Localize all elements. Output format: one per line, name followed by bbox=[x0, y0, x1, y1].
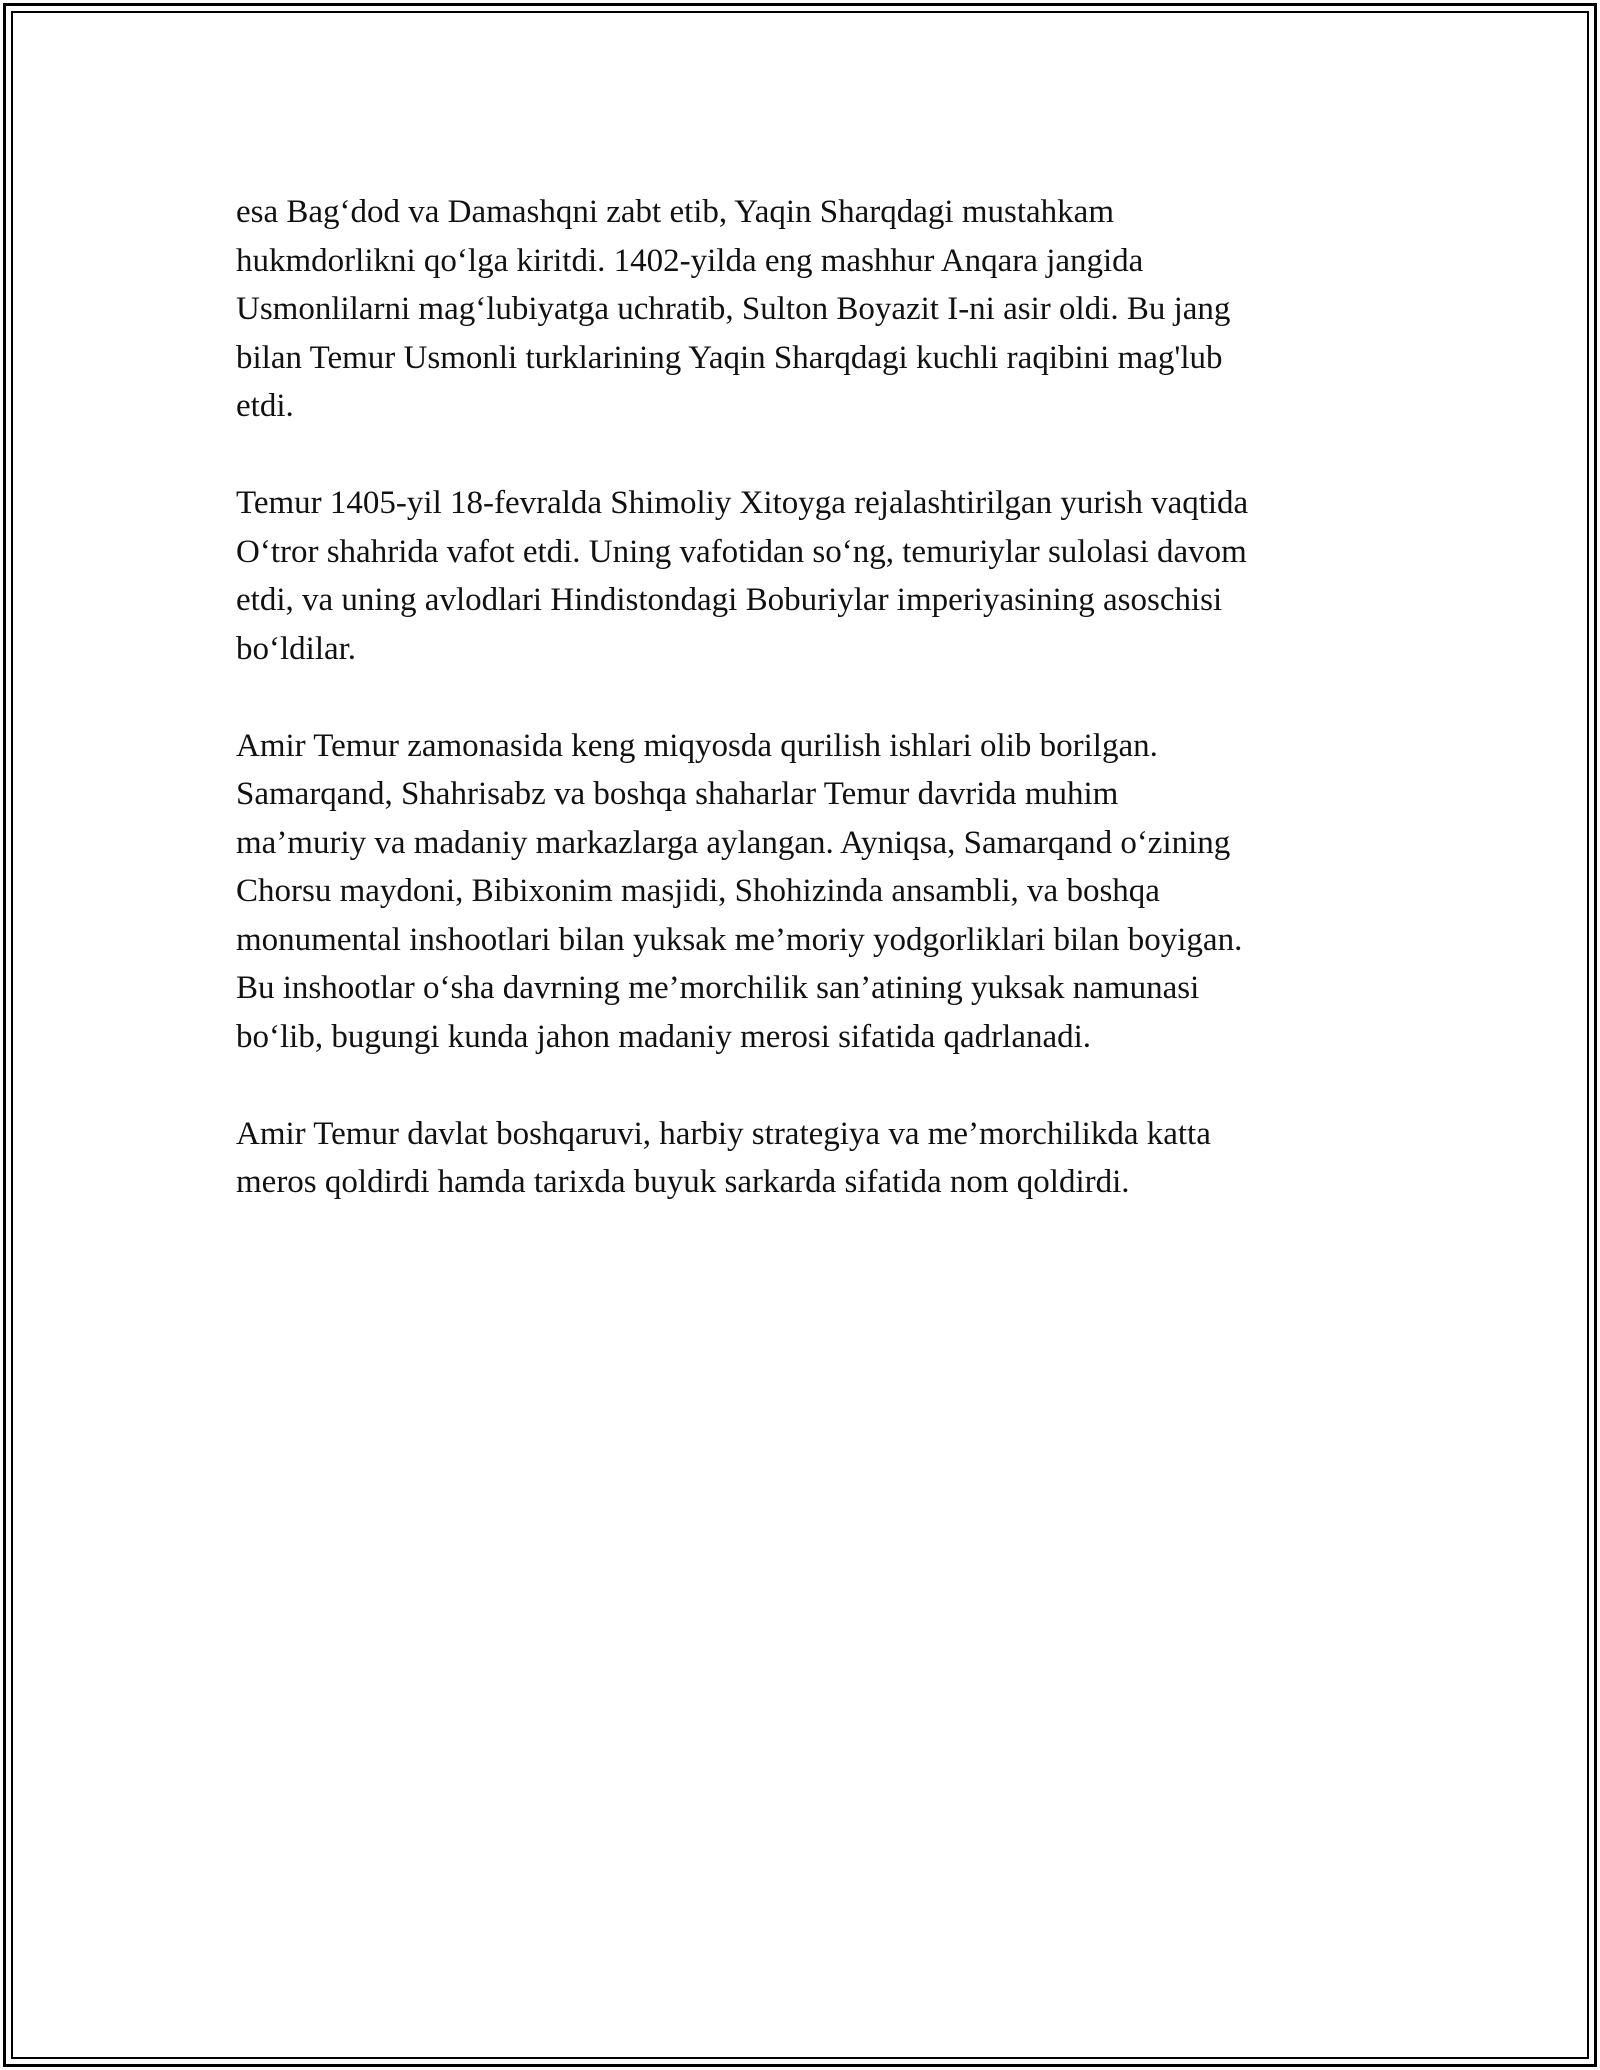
text-line: bilan Temur Usmonli turklarining Yaqin Sharqdagi kuchli raqibini mag'lub bbox=[236, 339, 1223, 376]
text-line: Bu inshootlar o‘sha davrning me’morchilik san’atining yuksak namunasi bbox=[236, 970, 1200, 1006]
text-line: bo‘lib, bugungi kunda jahon madaniy merosi sifatida qadrlanadi. bbox=[236, 1018, 1092, 1055]
text-line: Temur 1405-yil 18-fevralda Shimoliy Xitoyga rejalashtirilgan yurish vaqtida bbox=[236, 485, 1249, 521]
document-body bbox=[236, 188, 1376, 1255]
text-line: O‘tror shahrida vafot etdi. Uning vafotidan so‘ng, temuriylar sulolasi davom bbox=[236, 533, 1247, 570]
paragraph-2 bbox=[236, 479, 1376, 673]
text-line: etdi. bbox=[236, 388, 294, 424]
paragraph-3 bbox=[236, 722, 1376, 1062]
text-line: ma’muriy va madaniy markazlarga aylangan. Ayniqsa, Samarqand o‘zining bbox=[236, 824, 1231, 861]
text-line: Chorsu maydoni, Bibixonim masjidi, Shohizinda ansambli, va boshqa bbox=[236, 873, 1160, 909]
text-line: meros qoldirdi hamda tarixda buyuk sarkarda sifatida nom qoldirdi. bbox=[236, 1164, 1130, 1200]
text-line: Samarqand, Shahrisabz va boshqa shaharlar Temur davrida muhim bbox=[236, 776, 1119, 812]
text-line: etdi, va uning avlodlari Hindistondagi Boburiylar imperiyasining asoschisi bbox=[236, 582, 1223, 618]
paragraph-4 bbox=[236, 1110, 1376, 1207]
text-line: Usmonlilarni mag‘lubiyatga uchratib, Sulton Boyazit I-ni asir oldi. Bu jang bbox=[236, 291, 1231, 327]
text-line: Amir Temur davlat boshqaruvi, harbiy strategiya va me’morchilikda katta bbox=[236, 1115, 1211, 1152]
text-line: hukmdorlikni qo‘lga kiritdi. 1402-yilda eng mashhur Anqara jangida bbox=[236, 242, 1144, 279]
paragraph-1 bbox=[236, 188, 1376, 431]
text-line: esa Bag‘dod va Damashqni zabt etib, Yaqin Sharqdagi mustahkam bbox=[236, 194, 1114, 230]
text-line: monumental inshootlari bilan yuksak me’moriy yodgorliklari bilan boyigan. bbox=[236, 921, 1243, 958]
text-line: bo‘ldilar. bbox=[236, 630, 357, 667]
text-line: Amir Temur zamonasida keng miqyosda qurilish ishlari olib borilgan. bbox=[236, 727, 1158, 764]
